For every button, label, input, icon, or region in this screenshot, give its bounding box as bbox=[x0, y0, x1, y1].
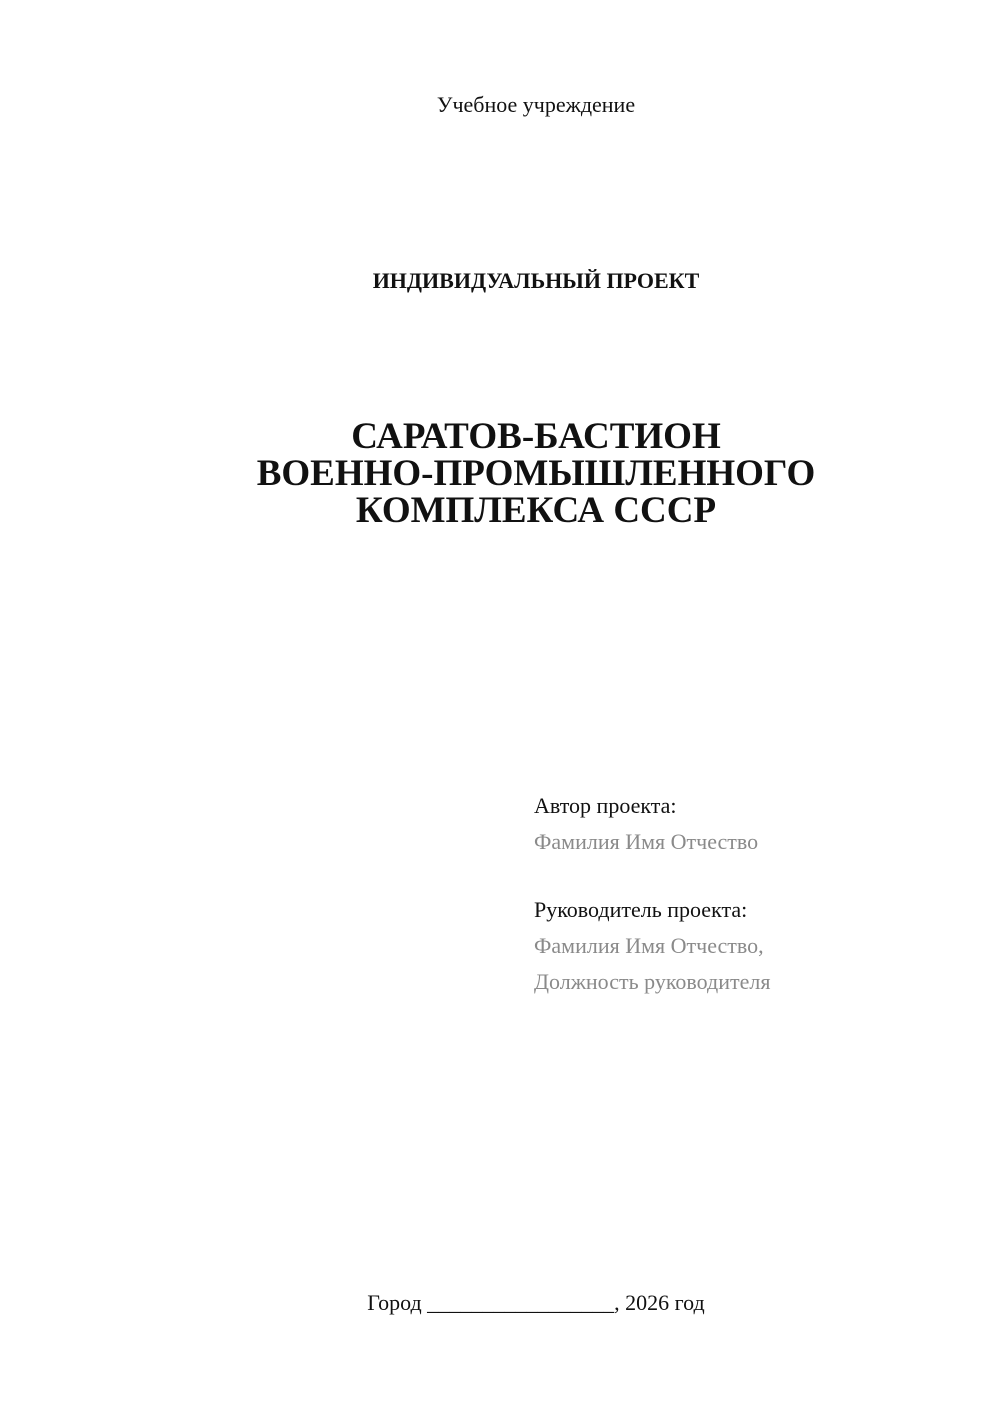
year-text: , 2026 год bbox=[614, 1290, 705, 1315]
city-label: Город bbox=[367, 1290, 422, 1315]
author-label: Автор проекта: bbox=[534, 793, 677, 818]
author-name: Фамилия Имя Отчество bbox=[534, 829, 759, 854]
supervisor-label: Руководитель проекта: bbox=[534, 897, 748, 922]
project-title-line: КОМПЛЕКСА СССР bbox=[355, 490, 717, 531]
supervisor-position: Должность руководителя bbox=[534, 969, 771, 994]
project-title bbox=[0, 418, 1000, 529]
document-type: ИНДИВИДУАЛЬНЫЙ ПРОЕКТ bbox=[372, 268, 700, 293]
project-title-line: САРАТОВ-БАСТИОН bbox=[351, 416, 721, 457]
supervisor-name: Фамилия Имя Отчество, bbox=[534, 933, 764, 958]
project-title-line: ВОЕННО-ПРОМЫШЛЕННОГО bbox=[256, 453, 816, 494]
spacer bbox=[534, 860, 770, 892]
footer-city-year bbox=[0, 1288, 1000, 1318]
city-blank: _________________ bbox=[427, 1290, 615, 1315]
institution-name: Учебное учреждение bbox=[436, 92, 636, 117]
project-info-block bbox=[534, 788, 770, 1000]
